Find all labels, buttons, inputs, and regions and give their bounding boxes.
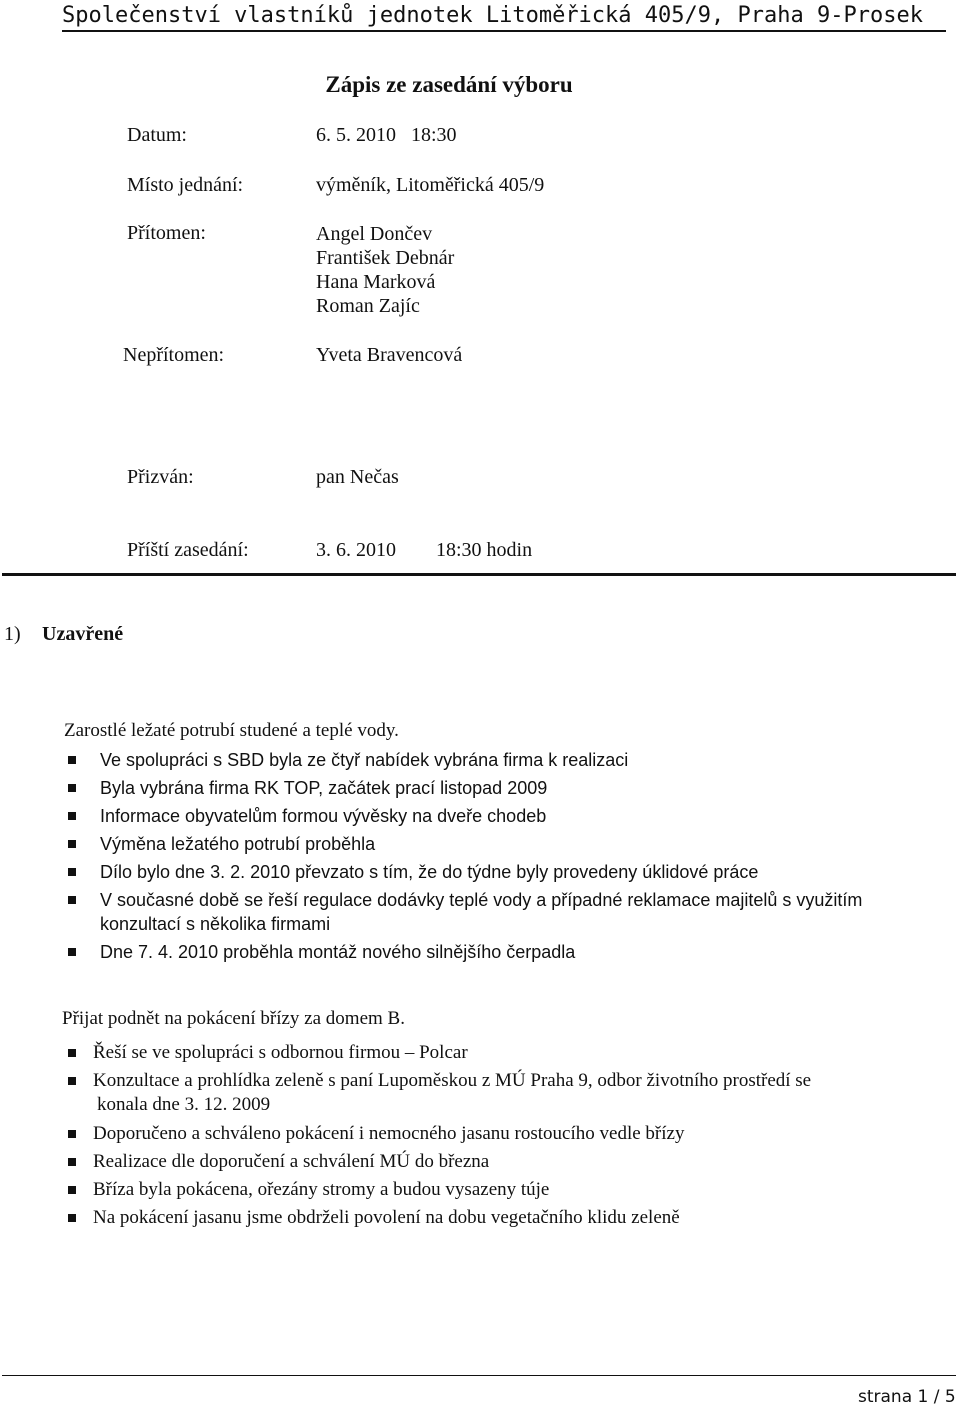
list-item-text: konala dne 3. 12. 2009 bbox=[97, 1094, 271, 1115]
next-meeting-value: 3. 6. 2010 18:30 hodin bbox=[316, 539, 533, 561]
list-item-text: Byla vybrána firma RK TOP, začátek prací listopad 2009 bbox=[100, 778, 548, 798]
list-item-text: Ve spolupráci s SBD byla ze čtyř nabídek vybrána firma k realizaci bbox=[100, 750, 629, 770]
list-item-text: Na pokácení jasanu jsme obdrželi povolení na dobu vegetačního klidu zeleně bbox=[93, 1207, 680, 1228]
invited-value: pan Nečas bbox=[316, 466, 399, 488]
place-label: Místo jednání: bbox=[127, 174, 244, 196]
bullet-icon bbox=[68, 1077, 76, 1085]
list-item-text: Řeší se ve spolupráci s odbornou firmou – Polcar bbox=[93, 1042, 468, 1063]
list-item-text: Dne 7. 4. 2010 proběhla montáž nového silnějšího čerpadla bbox=[100, 942, 576, 962]
page-header bbox=[62, 0, 946, 32]
document-title: Zápis ze zasedání výboru bbox=[325, 72, 573, 97]
bullet-icon bbox=[68, 784, 76, 792]
bullet-icon bbox=[68, 896, 76, 904]
bullet-icon bbox=[68, 948, 76, 956]
topic-intro: Přijat podnět na pokácení břízy za domem B. bbox=[62, 1008, 405, 1029]
bullet-icon bbox=[68, 756, 76, 764]
bullet-icon bbox=[68, 1158, 76, 1166]
bullet-icon bbox=[68, 1130, 76, 1138]
footer-divider bbox=[2, 1375, 956, 1376]
section-heading bbox=[4, 622, 123, 646]
list-item-text: Bříza byla pokácena, ořezány stromy a budou vysazeny túje bbox=[93, 1179, 550, 1200]
page-number: strana 1 / 5 bbox=[858, 1387, 956, 1407]
list-item-text: Informace obyvatelům formou vývěsky na dveře chodeb bbox=[100, 806, 547, 826]
list-item-text: Realizace dle doporučení a schválení MÚ do března bbox=[93, 1151, 490, 1172]
bullet-icon bbox=[68, 1214, 76, 1222]
topic-intro: Zarostlé ležaté potrubí studené a teplé vody. bbox=[64, 720, 399, 741]
present-label: Přítomen: bbox=[127, 222, 206, 244]
list-item-text: Konzultace a prohlídka zeleně s paní Lupoměskou z MÚ Praha 9, odbor životního prostředí se bbox=[93, 1070, 812, 1091]
date-label: Datum: bbox=[127, 124, 187, 146]
section-number: 1) bbox=[4, 623, 21, 645]
present-member: Roman Zajíc bbox=[316, 295, 420, 317]
list-item-text: V současné době se řeší regulace dodávky teplé vody a případné reklamace majitelů s využitím bbox=[100, 890, 863, 910]
bullet-icon bbox=[68, 812, 76, 820]
bullet-icon bbox=[68, 840, 76, 848]
date-value: 6. 5. 2010 18:30 bbox=[316, 124, 457, 146]
list-item-text: Dílo bylo dne 3. 2. 2010 převzato s tím, že do týdne byly provedeny úklidové práce bbox=[100, 862, 759, 882]
present-member: František Debnár bbox=[316, 247, 455, 269]
list-item-text: Výměna ležatého potrubí proběhla bbox=[100, 834, 376, 854]
invited-label: Přizván: bbox=[127, 466, 194, 488]
list-item-text: Doporučeno a schváleno pokácení i nemocného jasanu rostoucího vedle břízy bbox=[93, 1123, 685, 1144]
organization-name: Společenství vlastníků jednotek Litoměřická 405/9, Praha 9-Prosek bbox=[62, 3, 923, 28]
list-item-text: konzultací s několika firmami bbox=[100, 914, 331, 934]
absent-value: Yveta Bravencová bbox=[316, 344, 463, 366]
present-member: Hana Marková bbox=[316, 271, 436, 293]
bullet-icon bbox=[68, 868, 76, 876]
absent-label: Nepřítomen: bbox=[123, 344, 225, 366]
section-divider bbox=[2, 573, 956, 576]
bullet-icon bbox=[68, 1049, 76, 1057]
section-title: Uzavřené bbox=[42, 623, 124, 645]
place-value: výměník, Litoměřická 405/9 bbox=[316, 174, 545, 196]
bullet-icon bbox=[68, 1186, 76, 1194]
next-meeting-label: Příští zasedání: bbox=[127, 539, 249, 561]
present-member: Angel Dončev bbox=[316, 223, 433, 245]
